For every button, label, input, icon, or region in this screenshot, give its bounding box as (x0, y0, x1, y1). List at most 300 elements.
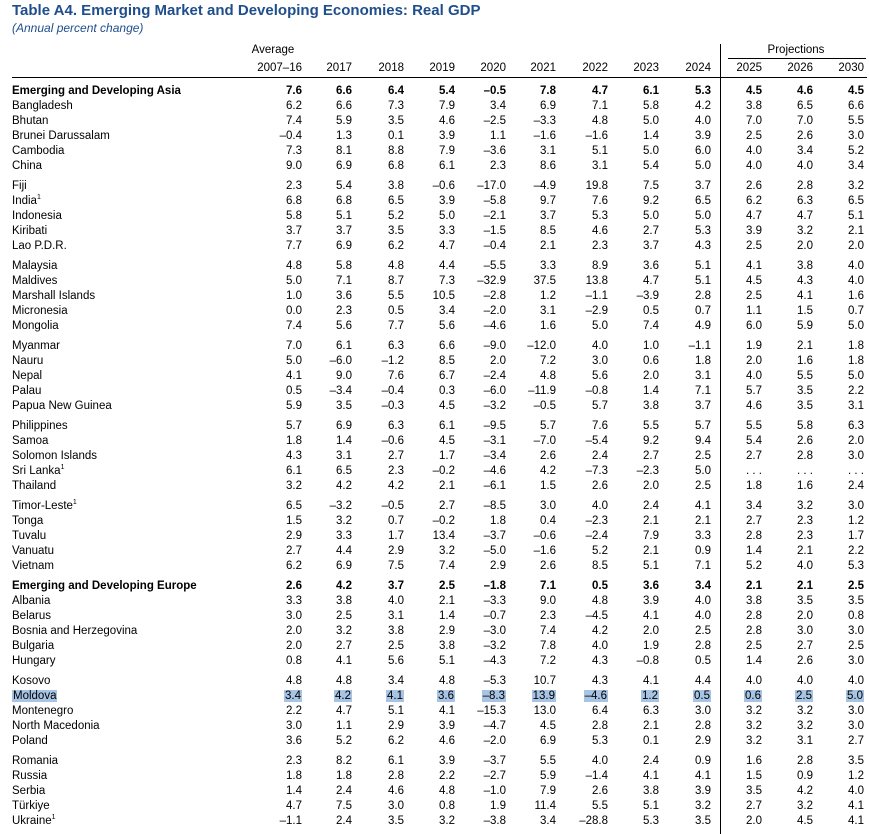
value-cell (455, 704, 506, 719)
value-text: 3.1 (540, 305, 556, 317)
value-cell (455, 479, 506, 494)
value-cell (455, 319, 506, 334)
value-text: 5.9 (286, 400, 302, 412)
value-cell (506, 179, 556, 194)
value-text: 3.5 (388, 815, 404, 827)
value-text: 6.3 (643, 705, 659, 717)
value-text: 5.0 (643, 145, 659, 157)
value-text: 2.8 (746, 610, 762, 622)
value-cell (404, 594, 455, 609)
value-cell (711, 529, 762, 544)
country-row (12, 559, 864, 574)
value-cell (608, 544, 659, 559)
value-text: 4.2 (336, 580, 352, 592)
value-cell (711, 719, 762, 734)
value-cell (404, 419, 455, 434)
value-text: 5.2 (388, 210, 404, 222)
row-label (12, 159, 248, 174)
table-subtitle: (Annual percent change) (12, 21, 144, 35)
value-text: 4.1 (439, 705, 455, 717)
value-cell (556, 354, 608, 369)
value-cell (762, 814, 813, 829)
value-text: 3.8 (388, 180, 404, 192)
value-text: –3.2 (483, 400, 506, 412)
value-text: 3.3 (336, 530, 352, 542)
value-text: 3.6 (643, 260, 659, 272)
country-row (12, 224, 864, 239)
value-cell (506, 114, 556, 129)
row-label-text: Marshall Islands (12, 290, 96, 302)
value-text: 3.5 (746, 785, 762, 797)
value-text: 5.3 (592, 210, 608, 222)
value-cell (762, 144, 813, 159)
value-cell (248, 769, 302, 784)
value-text: 2.7 (388, 450, 404, 462)
value-cell (556, 194, 608, 209)
value-cell (813, 624, 864, 639)
value-cell (608, 99, 659, 114)
country-row (12, 304, 864, 319)
value-cell (455, 354, 506, 369)
value-cell (352, 384, 404, 399)
value-text: 8.8 (388, 145, 404, 157)
value-text: 2.0 (746, 355, 762, 367)
value-text: 3.0 (540, 500, 556, 512)
value-cell (711, 514, 762, 529)
row-label-text: Indonesia (12, 210, 62, 222)
value-text: 4.0 (388, 595, 404, 607)
value-text: 2.3 (286, 180, 302, 192)
value-cell (762, 84, 813, 99)
value-text: 3.0 (848, 130, 864, 142)
value-cell (711, 159, 762, 174)
value-cell (352, 369, 404, 384)
value-cell (762, 339, 813, 354)
value-cell (659, 129, 711, 144)
country-row (12, 239, 864, 254)
row-label (12, 734, 248, 749)
value-text: 4.1 (695, 770, 711, 782)
value-cell (248, 144, 302, 159)
value-cell (762, 544, 813, 559)
country-row (12, 769, 864, 784)
value-cell (711, 209, 762, 224)
value-cell (659, 434, 711, 449)
value-text: 3.5 (848, 755, 864, 767)
value-cell (659, 179, 711, 194)
row-label-text: Maldives (12, 275, 58, 287)
value-text: 0.8 (848, 610, 864, 622)
value-cell (659, 609, 711, 624)
row-label (12, 449, 248, 464)
country-row (12, 449, 864, 464)
value-cell (248, 499, 302, 514)
country-row (12, 734, 864, 749)
value-text: 6.8 (388, 160, 404, 172)
value-text: 5.3 (592, 735, 608, 747)
value-text: 3.4 (746, 500, 762, 512)
value-text: 0.8 (439, 800, 455, 812)
value-cell (506, 754, 556, 769)
value-text: 2.9 (490, 560, 506, 572)
region-row (12, 579, 864, 594)
value-text: 2.5 (746, 130, 762, 142)
value-cell (762, 319, 813, 334)
value-cell (659, 114, 711, 129)
country-row (12, 129, 864, 144)
value-cell (762, 529, 813, 544)
value-text: 3.6 (438, 690, 454, 702)
value-cell (404, 84, 455, 99)
value-cell (711, 654, 762, 669)
value-text: –3.6 (483, 145, 506, 157)
value-text: 4.8 (388, 260, 404, 272)
country-row (12, 354, 864, 369)
value-text: 5.0 (848, 320, 864, 332)
value-cell (556, 579, 608, 594)
value-text: 2.8 (797, 180, 813, 192)
value-cell (404, 609, 455, 624)
value-cell (455, 559, 506, 574)
value-cell (608, 369, 659, 384)
value-cell (248, 434, 302, 449)
country-row (12, 159, 864, 174)
value-cell (248, 734, 302, 749)
value-cell (813, 754, 864, 769)
row-label-text: Ukraine (12, 815, 52, 827)
value-cell (506, 814, 556, 829)
row-label-text: Fiji (12, 180, 27, 192)
value-text: 2.6 (286, 580, 302, 592)
value-text: 2.7 (439, 500, 455, 512)
value-cell (455, 99, 506, 114)
value-cell (659, 354, 711, 369)
value-cell (506, 639, 556, 654)
value-cell (762, 479, 813, 494)
value-cell (556, 689, 608, 704)
value-text: 5.0 (695, 210, 711, 222)
value-cell (659, 259, 711, 274)
value-cell (608, 529, 659, 544)
value-text: 4.1 (286, 370, 302, 382)
value-text: 3.8 (439, 640, 455, 652)
value-cell (556, 754, 608, 769)
value-text: –2.4 (585, 530, 608, 542)
value-cell (659, 624, 711, 639)
value-cell (506, 784, 556, 799)
value-text: 3.1 (848, 400, 864, 412)
value-text: 7.3 (388, 100, 404, 112)
value-text: 2.1 (439, 480, 455, 492)
row-label-text: Philippines (12, 420, 68, 432)
value-text: 3.2 (695, 800, 711, 812)
value-text: 5.1 (439, 655, 455, 667)
value-cell (556, 419, 608, 434)
value-text: 3.7 (643, 240, 659, 252)
value-cell (455, 419, 506, 434)
value-cell (711, 384, 762, 399)
value-cell (455, 259, 506, 274)
value-cell (556, 434, 608, 449)
value-cell (302, 674, 352, 689)
value-text: 3.2 (336, 515, 352, 527)
country-row (12, 544, 864, 559)
value-text: 1.9 (746, 340, 762, 352)
value-text: 4.5 (746, 85, 762, 97)
value-cell (404, 384, 455, 399)
value-cell (556, 624, 608, 639)
column-header-1: 2017 (326, 62, 352, 74)
value-text: 6.5 (286, 500, 302, 512)
value-text: 4.4 (439, 260, 455, 272)
value-text: 7.9 (439, 100, 455, 112)
value-text: 2.9 (439, 625, 455, 637)
value-text: 4.0 (746, 160, 762, 172)
row-label-text: Micronesia (12, 305, 68, 317)
value-text: 6.6 (336, 85, 352, 97)
value-text: 4.1 (643, 770, 659, 782)
value-text: 2.7 (336, 640, 352, 652)
value-text: 5.1 (388, 705, 404, 717)
value-text: 0.1 (643, 735, 659, 747)
value-cell (248, 304, 302, 319)
value-cell (762, 179, 813, 194)
value-cell (455, 674, 506, 689)
value-cell (506, 144, 556, 159)
country-row (12, 464, 864, 479)
value-text: 5.8 (286, 210, 302, 222)
value-text: 3.2 (286, 480, 302, 492)
value-cell (608, 239, 659, 254)
value-text: 1.0 (286, 290, 302, 302)
value-cell (248, 114, 302, 129)
value-text: 1.4 (439, 610, 455, 622)
row-label (12, 814, 248, 829)
value-text: 2.3 (797, 515, 813, 527)
value-cell (404, 434, 455, 449)
value-text: 3.1 (695, 370, 711, 382)
value-cell (813, 689, 864, 704)
country-row (12, 689, 864, 704)
value-text: 13.4 (432, 530, 455, 542)
gdp-data-table (12, 84, 864, 829)
value-text: 4.0 (746, 370, 762, 382)
value-cell (608, 479, 659, 494)
value-cell (762, 559, 813, 574)
value-cell (352, 259, 404, 274)
value-cell (813, 289, 864, 304)
value-text: 2.5 (746, 240, 762, 252)
value-cell (404, 209, 455, 224)
value-cell (608, 144, 659, 159)
value-cell (455, 769, 506, 784)
value-cell (302, 704, 352, 719)
value-text: 5.3 (695, 225, 711, 237)
row-label-text: Lao P.D.R. (12, 240, 67, 252)
value-text: 4.6 (439, 115, 455, 127)
value-text: 4.7 (797, 210, 813, 222)
value-text: –1.0 (483, 785, 506, 797)
value-text: 5.7 (746, 385, 762, 397)
value-text: 2.3 (540, 610, 556, 622)
value-text: 1.8 (848, 340, 864, 352)
value-cell (711, 239, 762, 254)
column-header-8: 2024 (685, 62, 711, 74)
value-text: 2.3 (388, 465, 404, 477)
value-cell (302, 209, 352, 224)
value-cell (813, 559, 864, 574)
value-text: 13.8 (585, 275, 608, 287)
value-cell (608, 289, 659, 304)
value-cell (302, 129, 352, 144)
value-cell (506, 419, 556, 434)
value-cell (659, 289, 711, 304)
value-cell (302, 609, 352, 624)
value-text: 7.9 (439, 145, 455, 157)
value-cell (711, 144, 762, 159)
value-cell (352, 499, 404, 514)
value-text: 4.7 (746, 210, 762, 222)
value-cell (302, 179, 352, 194)
value-text: –0.7 (483, 610, 506, 622)
value-cell (608, 734, 659, 749)
value-cell (608, 814, 659, 829)
country-row (12, 719, 864, 734)
value-cell (762, 654, 813, 669)
value-cell (813, 654, 864, 669)
value-cell (506, 434, 556, 449)
country-row (12, 514, 864, 529)
row-label-text: Vanuatu (12, 545, 54, 557)
row-label (12, 654, 248, 669)
value-text: 4.8 (439, 675, 455, 687)
value-text: –5.3 (483, 675, 506, 687)
value-cell (659, 499, 711, 514)
value-cell (813, 704, 864, 719)
value-cell (248, 339, 302, 354)
value-cell (556, 479, 608, 494)
value-text: 10.7 (533, 675, 556, 687)
row-label (12, 144, 248, 159)
value-cell (659, 689, 711, 704)
region-row (12, 84, 864, 99)
value-cell (404, 514, 455, 529)
value-cell (352, 799, 404, 814)
value-text: 6.5 (797, 100, 813, 112)
value-cell (352, 689, 404, 704)
value-cell (352, 129, 404, 144)
value-text: 4.0 (746, 675, 762, 687)
country-row (12, 594, 864, 609)
value-text: 13.9 (532, 690, 555, 702)
value-text: 3.2 (336, 625, 352, 637)
value-text: –17.0 (477, 180, 506, 192)
row-label (12, 194, 248, 209)
value-text: 3.9 (439, 720, 455, 732)
value-text: 3.4 (388, 675, 404, 687)
value-text: 2.7 (643, 450, 659, 462)
value-text: –1.1 (585, 290, 608, 302)
value-text: 2.7 (643, 225, 659, 237)
value-text: 2.6 (540, 560, 556, 572)
value-text: –6.0 (483, 385, 506, 397)
value-cell (404, 224, 455, 239)
value-cell (352, 609, 404, 624)
value-cell (762, 209, 813, 224)
value-text: 3.7 (695, 400, 711, 412)
value-text: –3.8 (483, 815, 506, 827)
value-text: –2.4 (483, 370, 506, 382)
value-text: 6.4 (388, 85, 404, 97)
value-text: 1.2 (540, 290, 556, 302)
value-cell (455, 784, 506, 799)
value-cell (762, 129, 813, 144)
value-text: 3.1 (388, 610, 404, 622)
value-cell (608, 339, 659, 354)
value-text: 3.8 (746, 100, 762, 112)
value-text: 2.5 (796, 690, 812, 702)
row-label (12, 799, 248, 814)
value-cell (248, 594, 302, 609)
value-cell (556, 784, 608, 799)
value-text: 6.1 (388, 755, 404, 767)
value-text: 1.7 (388, 530, 404, 542)
value-text: –0.4 (381, 385, 404, 397)
value-cell (302, 449, 352, 464)
value-cell (352, 734, 404, 749)
value-cell (404, 769, 455, 784)
value-cell (506, 319, 556, 334)
value-text: –3.2 (483, 640, 506, 652)
value-text: 2.2 (286, 705, 302, 717)
value-cell (608, 259, 659, 274)
value-text: 6.3 (797, 195, 813, 207)
value-cell (608, 224, 659, 239)
value-cell (404, 369, 455, 384)
value-cell (248, 209, 302, 224)
value-cell (762, 689, 813, 704)
value-cell (813, 209, 864, 224)
value-cell (813, 259, 864, 274)
value-cell (608, 719, 659, 734)
value-cell (762, 434, 813, 449)
value-text: 4.6 (746, 400, 762, 412)
value-cell (659, 594, 711, 609)
value-cell (404, 194, 455, 209)
projections-header-label: Projections (767, 44, 825, 56)
value-cell (813, 239, 864, 254)
column-header-3: 2019 (429, 62, 455, 74)
country-row (12, 529, 864, 544)
value-text: 3.0 (592, 355, 608, 367)
value-cell (404, 579, 455, 594)
value-cell (608, 579, 659, 594)
value-text: 0.0 (286, 305, 302, 317)
value-text: –3.7 (483, 755, 506, 767)
value-cell (352, 179, 404, 194)
value-text: 8.5 (439, 355, 455, 367)
value-cell (404, 784, 455, 799)
value-cell (813, 369, 864, 384)
value-cell (455, 239, 506, 254)
value-text: 5.5 (746, 420, 762, 432)
value-text: 7.0 (286, 340, 302, 352)
value-text: 1.6 (540, 320, 556, 332)
country-row (12, 369, 864, 384)
value-text: 4.8 (286, 260, 302, 272)
value-text: 5.1 (695, 260, 711, 272)
value-text: 4.3 (695, 240, 711, 252)
